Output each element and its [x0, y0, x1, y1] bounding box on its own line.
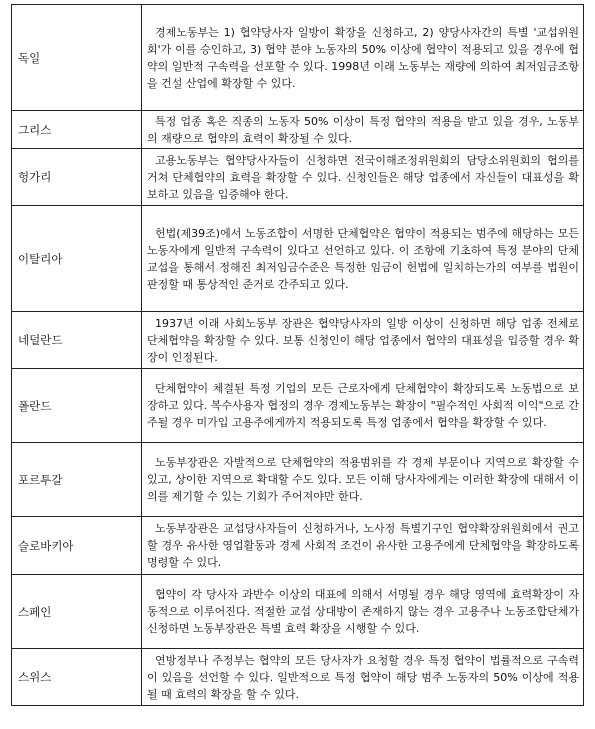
country-cell: 폴란드 [12, 369, 142, 443]
description-cell: 1937년 이래 사회노동부 장관은 협약당사자의 일방 이상이 신청하면 해당 업종 전체로 단체협약을 확장할 수 있다. 보통 신청인이 해당 업종에서 협약의 대표성을 입증할 경우 확장이 인정된다. [142, 312, 584, 369]
table-row [12, 206, 584, 312]
country-cell: 슬로바키아 [12, 517, 142, 575]
country-cell: 헝가리 [12, 149, 142, 206]
description-cell: 연방정부나 주정부는 협약의 모든 당사자가 요청할 경우 특정 협약이 법률적으로 구속력이 있음을 선언할 수 있다. 일반적으로 특정 협약이 해당 범주 노동자의 50% 이상에 적용될 때 효력의 확장을 할 수 있다. [142, 649, 584, 706]
table-row [12, 517, 584, 575]
table-row [12, 443, 584, 517]
extension-table [11, 4, 584, 706]
country-cell: 포르투갈 [12, 443, 142, 517]
country-cell: 네덜란드 [12, 312, 142, 369]
table-row [12, 312, 584, 369]
country-cell: 스페인 [12, 575, 142, 649]
description-cell: 노동부장관은 자발적으로 단체협약의 적용범위를 각 경제 부문이나 지역으로 확장할 수 있고, 상이한 지역으로 확대할 수도 있다. 모든 이해 당사자에게는 이러한 확장에 대해서 이의를 제기할 수 있는 기회가 주어져야만 한다. [142, 443, 584, 517]
description-cell: 단체협약이 체결된 특정 기업의 모든 근로자에게 단체협약이 확장되도록 노동법으로 보장하고 있다. 복수사용자 협정의 경우 경제노동부는 확장이 "필수적인 사회적 이익"으로 간주될 경우 미가입 고용주에게까지 적용되도록 특정 업종에서 협약을 확장할 수 있다. [142, 369, 584, 443]
table-row [12, 575, 584, 649]
description-cell: 경제노동부는 1) 협약당사자 일방이 확장을 신청하고, 2) 양당사자간의 특별 '교섭위원회'가 이를 승인하고, 3) 협약 분야 노동자의 50% 이상에 협약이 적용되고 있을 경우에 협약의 일반적 구속력을 선포할 수 있다. 1998년 이래 노동부는 재량에 의하여 최저임금조항을 건설 산업에 확장할 수 있다. [142, 5, 584, 111]
table-row [12, 649, 584, 706]
table-body [12, 5, 584, 706]
description-cell: 헌법(제39조)에서 노동조합이 서명한 단체협약은 협약이 적용되는 범주에 해당하는 모든 노동자에게 일반적 구속력이 있다고 선언하고 있다. 이 조항에 기초하여 특정 분야의 단체교섭을 통해서 정해진 최저임금수준은 특정한 임금이 헌법에 일치하는가의 여부를 법원이 판정할 때 통상적인 준거로 간주되고 있다. [142, 206, 584, 312]
table-row [12, 111, 584, 149]
table-row [12, 5, 584, 111]
description-cell: 특정 업종 혹은 직종의 노동자 50% 이상이 특정 협약의 적용을 받고 있을 경우, 노동부의 재량으로 협약의 효력이 확장될 수 있다. [142, 111, 584, 149]
table-row [12, 149, 584, 206]
country-cell: 스위스 [12, 649, 142, 706]
country-cell: 이탈리아 [12, 206, 142, 312]
country-cell: 그리스 [12, 111, 142, 149]
description-cell: 노동부장관은 교섭당사자들이 신청하거나, 노사정 특별기구인 협약확장위원회에서 권고할 경우 유사한 영업활동과 경제 사회적 조건이 유사한 고용주에게 단체협약을 확장하도록 명령할 수 있다. [142, 517, 584, 575]
description-cell: 고용노동부는 협약당사자들이 신청하면 전국이해조정위원회의 담당소위원회의 협의를 거쳐 단체협약의 효력을 확장할 수 있다. 신청인들은 해당 업종에서 자신들이 대표성을 확보하고 있음을 입증해야 한다. [142, 149, 584, 206]
table-row [12, 369, 584, 443]
country-cell: 독일 [12, 5, 142, 111]
description-cell: 협약이 각 당사자 과반수 이상의 대표에 의해서 서명될 경우 해당 영역에 효력확장이 자동적으로 이루어진다. 적절한 교섭 상대방이 존재하지 않는 경우 고용주나 노동조합단체가 신청하면 노동부장관은 특별 효력 확장을 시행할 수 있다. [142, 575, 584, 649]
